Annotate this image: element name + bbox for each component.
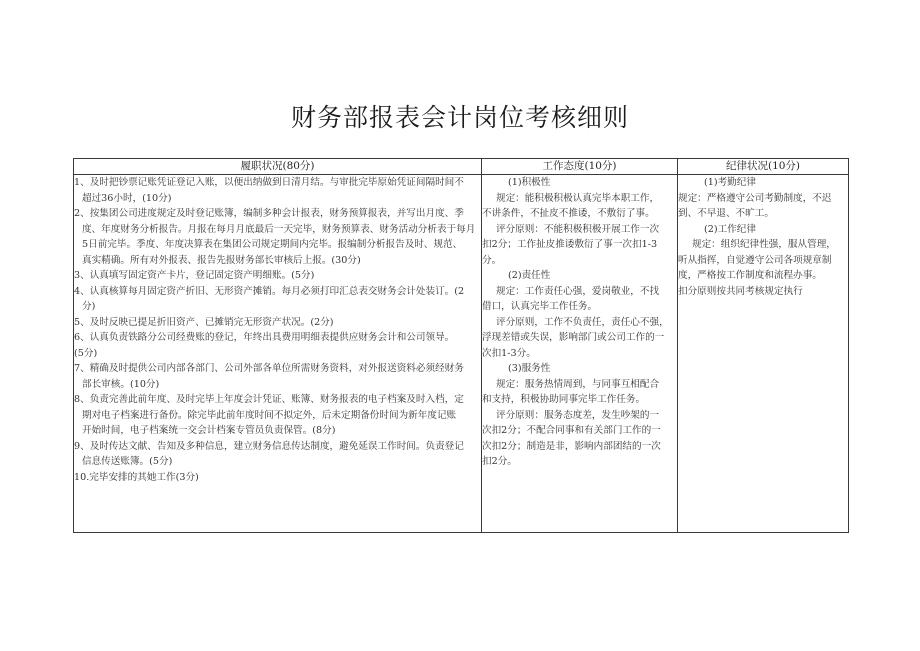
attitude-line: 浮现差错或失误，影响部门或公司工作的一 [482, 332, 665, 343]
header-discipline: 纪律状况(10分) [678, 159, 849, 175]
attitude-section-title: (3)服务性 [508, 363, 551, 374]
performance-line: 7、精确及时提供公司内部各部门、公司外部各单位所需财务资料，对外报送资料必须经财务 [74, 363, 464, 374]
attitude-line: 规定：服务热情周到，与同事互相配合 [496, 378, 660, 390]
attitude-line: 次扣2分；不配合同事和有关部门工作的一 [482, 425, 661, 436]
attitude-line: 评分原则：不能积极积极开展工作一次 [496, 223, 660, 235]
discipline-line: 规定：严格遵守公司考勤制度，不迟 [678, 192, 832, 204]
attitude-section-title: (1)积极性 [508, 177, 551, 188]
discipline-line: 度，严格按工作制度和流程办事。 [678, 270, 822, 281]
attitude-line: 规定：工作责任心强，爱岗敬业，不找 [496, 285, 660, 297]
attitude-line: 规定：能积极积极认真完毕本职工作， [496, 192, 660, 204]
performance-line: 5日前完毕。季度、年度决算表在集团公司规定期间内完毕。报编制分析报告及时、规范、 [82, 239, 463, 250]
attitude-line: 评分原则：服务态度差，发生吵架的一 [496, 409, 660, 421]
discipline-line: 规定：组织纪律性强，服从管理， [692, 239, 836, 250]
document-title: 财务部报表会计岗位考核细则 [290, 103, 629, 132]
discipline-line: 到、不早退、不旷工。 [678, 208, 774, 219]
performance-cell [74, 175, 482, 533]
performance-line: 度、年度财务分析报告。月报在每月月底最后一天完毕，财务预算表、财务活动分析表于每月 [82, 223, 476, 235]
discipline-line: 扣分原则按共同考核规定执行 [678, 285, 803, 297]
performance-line: 2、按集团公司进度规定及时登记账簿，编制多种会计报表，财务预算报表，并写出月度、季 [74, 208, 464, 219]
attitude-line: 扣2分。 [482, 456, 517, 467]
attitude-line: 和支持，积极协助同事完毕工作任务。 [482, 394, 646, 405]
attitude-line: 扣2分；工作扯皮推诿敷衍了事一次扣1-3 [482, 239, 658, 250]
attitude-line: 次扣1-3分。 [482, 347, 536, 359]
attitude-section-title: (2)责任性 [508, 270, 551, 281]
discipline-line: 听从指挥，自觉遵守公司各项规章制 [678, 254, 832, 266]
attitude-line: 次扣2分；制造是非，影响内部团结的一次 [482, 440, 661, 452]
performance-line: 6、认真负责铁路分公司经费账的登记，年终出具费用明细表提供应财务会计和公司领导。 [74, 332, 455, 343]
performance-line: 5、及时反映已提足折旧资产、已摊销完无形资产状况。(2分) [74, 316, 334, 328]
performance-line: 真实精确。所有对外报表、报告先报财务部长审核后上报。(30分) [82, 254, 361, 266]
assessment-table [73, 158, 849, 533]
performance-line: 开始时间，电子档案统一交会计档案专管员负责保管。(8分) [82, 425, 336, 436]
header-attitude: 工作态度(10分) [482, 159, 678, 175]
performance-line: 8、负责完善此前年度、及时完毕上年度会计凭证、账簿、财务报表的电子档案及时入档，定 [74, 394, 464, 405]
header-performance: 履职状况(80分) [74, 159, 482, 175]
performance-line: 9、及时传达文献、告知及多种信息，建立财务信息传达制度，避免延误工作时间。负责登记 [74, 440, 464, 452]
table-header-row [74, 159, 849, 175]
attitude-line: 借口，认真完毕工作任务。 [482, 301, 598, 312]
discipline-section-title: (1)考勤纪律 [704, 177, 756, 188]
performance-line: 3、认真填写固定资产卡片，登记固定资产明细账。(5分) [74, 270, 315, 281]
performance-line: 10.完毕安排的其她工作(3分) [74, 471, 199, 483]
discipline-section-title: (2)工作纪律 [704, 223, 756, 235]
attitude-cell [482, 175, 678, 533]
performance-line: 期对电子档案进行备份。除完毕此前年度时间不拟定外，后未定期备份时间为新年度记账 [82, 409, 457, 421]
performance-line: 4、认真核算每月固定资产折旧、无形资产摊销。每月必须打印汇总表交财务会计处装订。(2 [74, 285, 465, 297]
performance-line: 信息传送账簿。(5分) [82, 456, 173, 467]
performance-line: (5分) [74, 347, 98, 359]
performance-line: 超过36小时，(10分) [82, 192, 172, 204]
table-body-row [74, 175, 849, 533]
attitude-line: 分。 [482, 254, 502, 266]
performance-line: 部长审核。(10分) [82, 378, 160, 390]
attitude-line: 评分原则，工作不负责任，责任心不强， [496, 316, 669, 328]
performance-line: 1、及时把钞票记账凭证登记入账，以便出纳做到日清月结。与审批完毕原始凭证间隔时间不 [74, 177, 464, 188]
performance-line: 分) [82, 301, 96, 312]
attitude-line: 不讲条件，不扯皮不推诿，不敷衍了事。 [482, 208, 655, 219]
discipline-cell [678, 175, 849, 533]
